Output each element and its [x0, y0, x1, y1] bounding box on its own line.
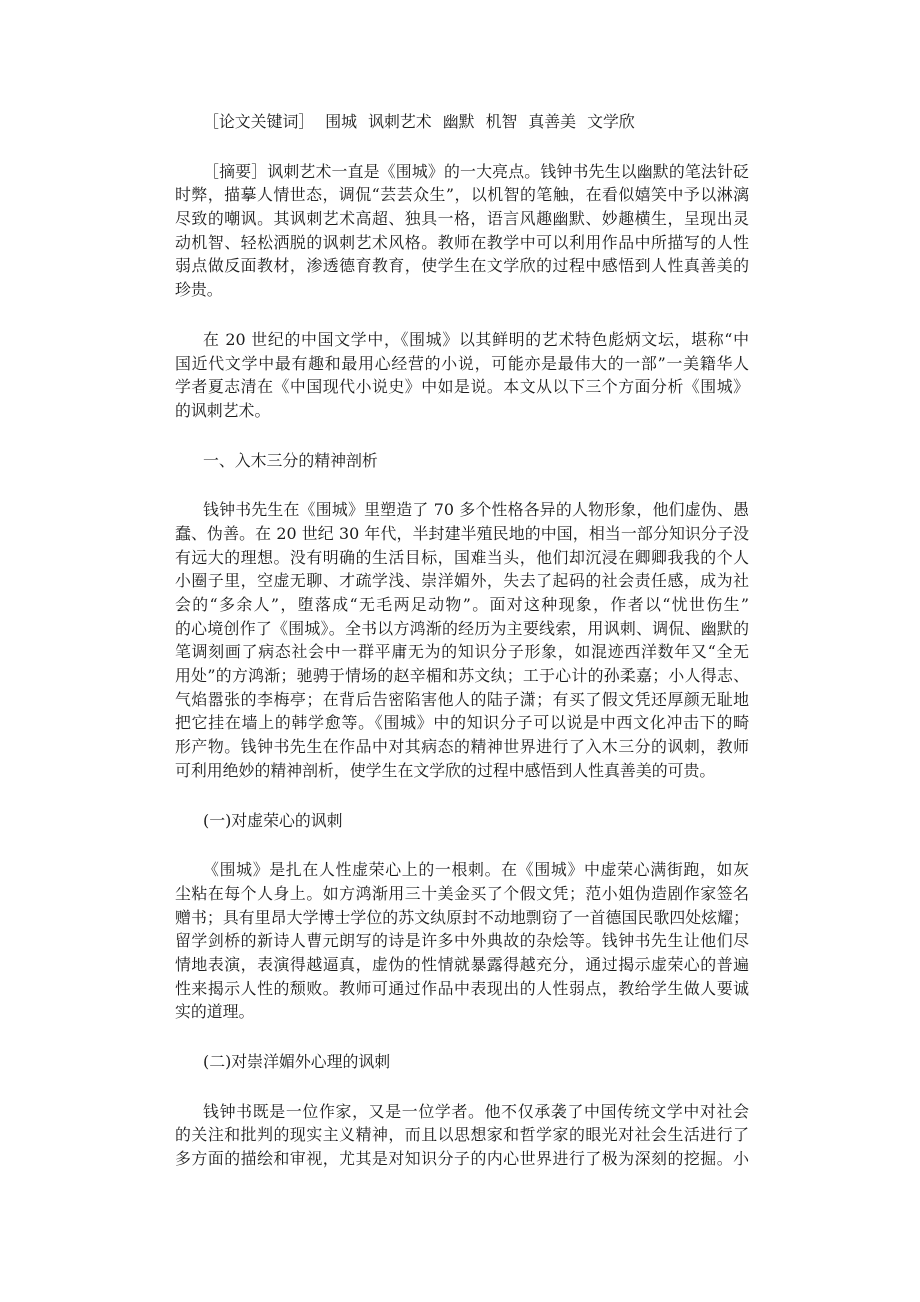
subsection-heading-2: [175, 1050, 749, 1074]
text-line: 在 20 世纪的中国文学中，《围城》以其鲜明的艺术特色彪炳文坛，堪称“中: [203, 329, 749, 349]
text-line: 弱点做反面教材，渗透德育教育，使学生在文学欣的过程中感悟到人性真善美的: [175, 256, 749, 276]
text-line: 钱钟书先生在《围城》里塑造了 70 多个性格各异的人物形象，他们虚伪、愚: [203, 500, 749, 520]
text-line: 国近代文学中最有趣和最用心经营的小说，可能亦是最伟大的一部”一美籍华人: [175, 353, 749, 373]
text-line: (二)对崇洋媚外心理的讽刺: [203, 1052, 391, 1071]
text-line: 动机智、轻松洒脱的讽刺艺术风格。教师在教学中可以利用作品中所描写的人性: [175, 232, 749, 252]
text-line: 气焰嚣张的李梅亭；在背后告密陷害他人的陆子潇；有买了假文凭还厚颜无耻地: [175, 689, 749, 709]
text-line: 的关注和批判的现实主义精神，而且以思想家和哲学家的眼光对社会生活进行了: [175, 1125, 749, 1145]
text-line: 赠书；具有里昂大学博士学位的苏文纨原封不动地剽窃了一首德国民歌四处炫耀；: [175, 907, 749, 927]
text-line: 可利用绝妙的精神剖析，使学生在文学欣的过程中感悟到人性真善美的可贵。: [175, 760, 716, 780]
text-line: 实的道理。: [175, 1002, 255, 1022]
abstract-paragraph: [175, 160, 749, 302]
text-line: 一、入木三分的精神剖析: [203, 450, 378, 470]
text-line: 用处”的方鸿渐；驰骋于情场的赵辛楣和苏文纨；工于心计的孙柔嘉；小人得志、: [175, 666, 749, 686]
text-line: 情地表演，表演得越逼真，虚伪的性情就暴露得越充分，通过揭示虚荣心的普遍: [175, 954, 749, 974]
subsection-1-paragraph: [175, 858, 749, 1024]
text-line: 留学剑桥的新诗人曹元朗写的诗是许多中外典故的杂烩等。钱钟书先生让他们尽: [175, 931, 749, 951]
text-line: 《围城》是扎在人性虚荣心上的一根刺。在《围城》中虚荣心满街跑，如灰: [203, 860, 749, 880]
subsection-heading-1: [175, 809, 749, 833]
text-line: 会的“多余人”，堕落成“无毛两足动物”。面对这种现象，作者以“忧世伤生”: [175, 595, 749, 614]
text-line: 的心境创作了《围城》。全书以方鸿渐的经历为主要线索，用讽刺、调侃、幽默的: [175, 618, 749, 638]
text-line: 性来揭示人性的颓败。教师可通过作品中表现出的人性弱点，教给学生做人要诚: [175, 978, 749, 998]
intro-paragraph: [175, 328, 749, 423]
text-line: ［摘要］讽刺艺术一直是《围城》的一大亮点。钱钟书先生以幽默的笔法针砭: [203, 161, 749, 181]
text-line: 的讽刺艺术。: [175, 400, 271, 420]
section-heading-1: [175, 449, 749, 473]
text-line: 小圈子里，空虚无聊、才疏学浅、崇洋媚外，失去了起码的社会责任感，成为社: [175, 571, 749, 591]
text-line: (一)对虚荣心的讽刺: [203, 810, 343, 830]
subsection-2-paragraph: [175, 1100, 749, 1171]
text-line: 蠢、伪善。在 20 世纪 30 年代，半封建半殖民地的中国，相当一部分知识分子没: [175, 523, 749, 543]
text-line: 形产物。钱钟书先生在作品中对其病态的精神世界进行了入木三分的讽刺，教师: [175, 737, 749, 757]
text-line: 时弊，描摹人情世态，调侃“芸芸众生”，以机智的笔触，在看似嬉笑中予以淋漓: [175, 185, 749, 205]
text-line: 学者夏志清在《中国现代小说史》中如是说。本文从以下三个方面分析《围城》: [175, 377, 749, 397]
keywords-line: [175, 110, 749, 134]
text-line: 钱钟书既是一位作家，又是一位学者。他不仅承袭了中国传统文学中对社会: [203, 1101, 749, 1121]
text-line: 有远大的理想。没有明确的生活目标，国难当头，他们却沉浸在卿卿我我的个人: [175, 547, 749, 567]
text-line: 笔调刻画了病态社会中一群平庸无为的知识分子形象，如混迹西洋数年又“全无: [175, 642, 749, 662]
document-page: [175, 110, 749, 1197]
text-line: 多方面的描绘和审视，尤其是对知识分子的内心世界进行了极为深刻的挖掘。小: [175, 1149, 749, 1169]
text-line: ［论文关键词］ 围城 讽刺艺术 幽默 机智 真善美 文学欣: [203, 112, 635, 131]
text-line: 把它挂在墙上的韩学愈等。《围城》中的知识分子可以说是中西文化冲击下的畸: [175, 713, 749, 733]
text-line: 尽致的嘲讽。其讽刺艺术高超、独具一格，语言风趣幽默、妙趣横生，呈现出灵: [175, 209, 749, 229]
text-line: 尘粘在每个人身上。如方鸿渐用三十美金买了个假文凭；范小姐伪造剧作家签名: [175, 883, 749, 903]
section-1-paragraph: [175, 498, 749, 782]
text-line: 珍贵。: [175, 280, 223, 300]
